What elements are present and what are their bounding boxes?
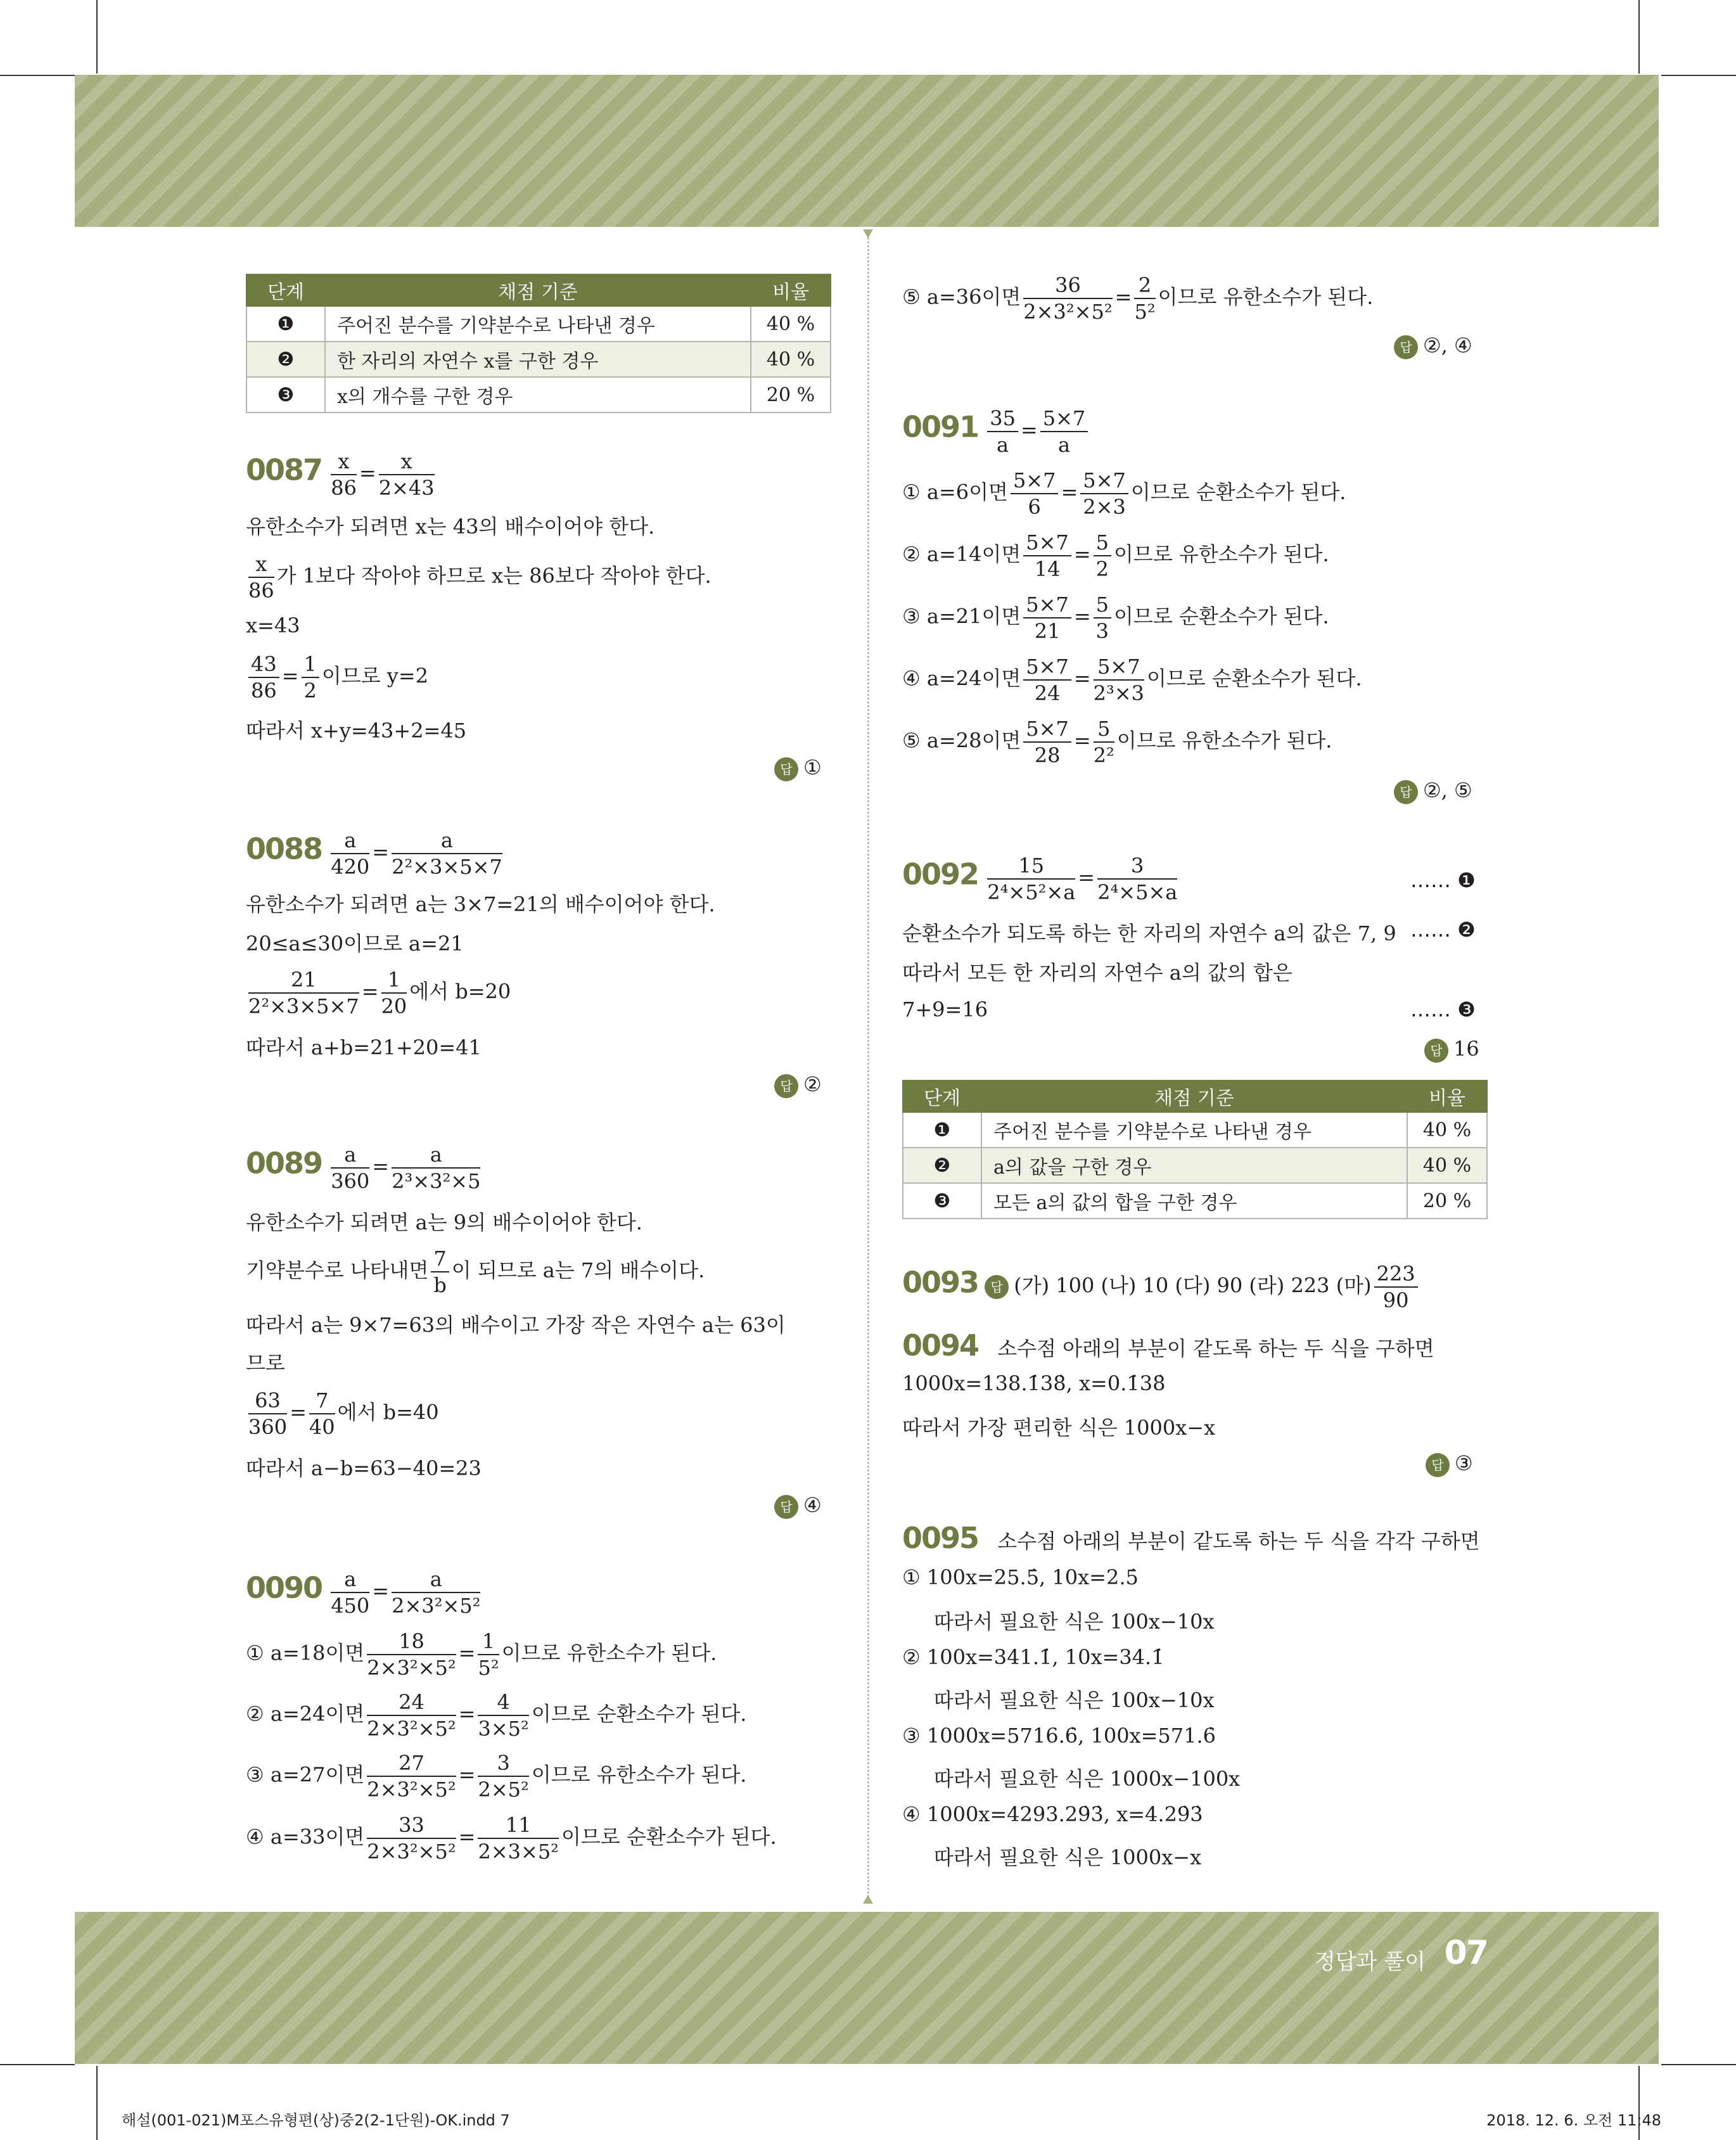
ratio-2: 40 % — [1407, 1148, 1487, 1183]
solution-line: 따라서 필요한 식은 100x−10x — [934, 1610, 1215, 1634]
solution-line: 따라서 필요한 식은 1000x−100x — [934, 1767, 1241, 1791]
solution-item: ① a=18이면 $\frac{18}{\text{2×3²×5²}}$ = $\frac{1}{\text{5²}}$ 이므로 유한소수가 된다. — [246, 1629, 717, 1680]
solution-line: ② 100x=341.1̇, 10x=34.1̇ — [902, 1645, 1165, 1669]
scoring-table-mid — [902, 1080, 1488, 1219]
solution-line: 므로 — [246, 1351, 285, 1375]
answer: 답 ②, ⑤ — [1394, 778, 1472, 804]
solution-item: ⑤ a=28이면 $\frac{5\times 7}{28}$ = $\frac{5}{\text{2²}}$ 이므로 유한소수가 된다. — [902, 717, 1332, 767]
solution-item: ② a=24이면 $\frac{24}{\text{2×3²×5²}}$ = $\frac{4}{\text{3×5²}}$ 이므로 순환소수가 된다. — [246, 1690, 747, 1741]
answer: 답 ② — [774, 1072, 822, 1098]
solution-line: $\frac{21}{\text{2²×3×5×7}}$ = $\frac{1}{20}$ 에서 b=20 — [248, 968, 511, 1018]
solution-line: 따라서 a는 9×7=63의 배수이고 가장 작은 자연수 a는 63이 — [246, 1313, 786, 1337]
col-step: 단계 — [246, 274, 325, 306]
solution-item: ③ a=21이면 $\frac{5\times 7}{21}$ = $\frac{5}{3}$ 이므로 순환소수가 된다. — [902, 593, 1329, 643]
solution-line: ① 100x=25.5̇, 10x=2.5̇ — [902, 1565, 1139, 1589]
solution-line: x=43 — [246, 613, 300, 638]
step-1: ❶ — [903, 1112, 981, 1148]
problem-0091-head: 0091 $\frac{35}{a}$ = $\frac{5\times 7}{a}$ — [902, 406, 1090, 458]
problem-0093: 0093 답 (가) 100 (나) 10 (다) 90 (라) 223 (마) $\frac{223}{90}$ — [902, 1261, 1420, 1313]
problem-number: 0087 — [246, 452, 322, 487]
criteria-2: 한 자리의 자연수 x를 구한 경우 — [325, 342, 751, 377]
solution-line: $\frac{43}{86}$ = $\frac{1}{2}$ 이므로 y=2 — [246, 651, 428, 703]
solution-line: ④ 1000x=4293.29̇3̇, x=4.29̇3̇ — [902, 1802, 1203, 1826]
col-step: 단계 — [903, 1080, 981, 1112]
problem-0090-head: 0090 $\frac{a}{450}$ = $\frac{a}{\text{2×3²×5²}}$ — [246, 1567, 481, 1618]
solution-line: 순환소수가 되도록 하는 한 자리의 자연수 a의 값은 7, 9 — [902, 921, 1396, 945]
scoring-table-top — [246, 274, 831, 413]
ratio-1: 40 % — [1407, 1112, 1487, 1148]
header-band — [75, 75, 1659, 227]
column-divider — [867, 233, 869, 1901]
problem-number: 0091 — [902, 409, 979, 444]
file-slug: 해설(001-021)M포스유형편(상)중2(2-1단원)-OK.indd 7 — [122, 2111, 510, 2129]
page-number: 07 — [1444, 1934, 1488, 1972]
solution-item: ④ a=33이면 $\frac{33}{\text{2×3²×5²}}$ = $\frac{11}{\text{2×3×5²}}$ 이므로 순환소수가 된다. — [246, 1813, 777, 1864]
crop-mark — [1661, 2064, 1736, 2065]
answer: 답 ②, ④ — [1394, 333, 1472, 359]
criteria-2: a의 값을 구한 경우 — [981, 1148, 1407, 1183]
ratio-3: 20 % — [1407, 1183, 1487, 1219]
ratio-3: 20 % — [751, 377, 831, 413]
answer: 답 ④ — [774, 1493, 822, 1519]
problem-number: 0094 — [902, 1328, 979, 1362]
solution-line: 따라서 모든 한 자리의 자연수 a의 값의 합은 — [902, 961, 1292, 985]
col-ratio: 비율 — [751, 274, 831, 306]
answer: 답 ③ — [1426, 1451, 1473, 1477]
solution-line: $\frac{x}{86}$ 가 1보다 작아야 하므로 x는 86보다 작아야 한다. — [248, 552, 712, 603]
divider-notch — [863, 229, 873, 238]
solution-line: $\frac{63}{360}$ = $\frac{7}{40}$ 에서 b=40 — [248, 1388, 439, 1439]
crop-mark — [0, 2064, 75, 2065]
problem-number: 0095 — [902, 1521, 979, 1555]
criteria-3: x의 개수를 구한 경우 — [325, 377, 751, 413]
step-marker: …… ❶ — [1410, 868, 1476, 892]
solution-line: 따라서 a−b=63−40=23 — [246, 1456, 482, 1480]
solution-line: 유한소수가 되려면 a는 9의 배수이어야 한다. — [246, 1210, 642, 1234]
step-3: ❸ — [903, 1183, 981, 1219]
col-criteria: 채점 기준 — [981, 1080, 1407, 1112]
problem-0092-head: 0092 $\frac{15}{\text{2⁴×5²×a}}$ = $\frac{3}{\text{2⁴×5×a}}$ — [902, 854, 1178, 904]
solution-line: 유한소수가 되려면 x는 43의 배수이어야 한다. — [246, 515, 655, 539]
solution-line: ③ 1000x=5716.6̇, 100x=571.6̇ — [902, 1724, 1216, 1748]
answer: 답 ① — [774, 755, 822, 781]
step-marker: …… ❷ — [1410, 918, 1476, 942]
divider-notch — [863, 1895, 873, 1904]
fraction: $\frac{x}{86}$ — [331, 449, 357, 500]
fraction: $\frac{x}{2\times 43}$ — [378, 449, 435, 500]
solution-item: ① a=6이면 $\frac{5\times 7}{6}$ = $\frac{5\times 7}{2\times 3}$ 이므로 순환소수가 된다. — [902, 468, 1346, 519]
problem-number: 0092 — [902, 857, 979, 892]
solution-line: 20≤a≤30이므로 a=21 — [246, 932, 464, 956]
criteria-1: 주어진 분수를 기약분수로 나타낸 경우 — [981, 1112, 1407, 1148]
crop-mark — [1638, 0, 1640, 74]
problem-number: 0093 — [902, 1265, 979, 1300]
step-marker: …… ❸ — [1410, 997, 1476, 1022]
solution-line: 7+9=16 — [902, 997, 988, 1022]
date-slug: 2018. 12. 6. 오전 11:48 — [1486, 2111, 1661, 2129]
answer: 답 16 — [1424, 1037, 1479, 1063]
solution-line: 따라서 x+y=43+2=45 — [246, 719, 467, 743]
solution-item: ④ a=24이면 $\frac{5\times 7}{24}$ = $\frac{5\times 7}{\text{2³×3}}$ 이므로 순환소수가 된다. — [902, 655, 1362, 705]
problem-0089-head: 0089 $\frac{a}{360}$ = $\frac{a}{\text{2³×3²×5}}$ — [246, 1143, 481, 1193]
footer-band — [75, 1912, 1659, 2064]
step-3: ❸ — [246, 377, 325, 413]
criteria-3: 모든 a의 값의 합을 구한 경우 — [981, 1183, 1407, 1219]
footer-title: 정답과 풀이 — [1314, 1949, 1426, 1975]
solution-line: 유한소수가 되려면 a는 3×7=21의 배수이어야 한다. — [246, 892, 715, 916]
step-2: ❷ — [903, 1148, 981, 1183]
solution-line: 1000x=138.1̇38̇, x=0.1̇38̇ — [902, 1371, 1166, 1395]
answer-badge: 답 — [774, 757, 798, 781]
solution-line: 따라서 a+b=21+20=41 — [246, 1035, 482, 1060]
solution-item: ③ a=27이면 $\frac{27}{\text{2×3²×5²}}$ = $\frac{3}{\text{2×5²}}$ 이므로 유한소수가 된다. — [246, 1751, 747, 1802]
crop-mark — [1661, 75, 1736, 76]
solution-line: 따라서 필요한 식은 1000x−x — [934, 1845, 1202, 1869]
solution-line: 기약분수로 나타내면 $\frac{7}{b}$ 이 되므로 a는 7의 배수이다. — [246, 1246, 705, 1297]
ratio-1: 40 % — [751, 306, 831, 342]
problem-0095-head: 0095 소수점 아래의 부분이 같도록 하는 두 식을 각각 구하면 — [902, 1521, 1480, 1555]
crop-mark — [96, 2066, 98, 2140]
problem-0088-head: 0088 $\frac{a}{420}$ = $\frac{a}{\text{2²×3×5×7}}$ — [246, 828, 502, 879]
criteria-1: 주어진 분수를 기약분수로 나타낸 경우 — [325, 306, 751, 342]
problem-0087-head: 0087 $\frac{x}{86}$ = $\frac{x}{2\times 43}$ — [246, 449, 435, 500]
solution-item: ② a=14이면 $\frac{5\times 7}{14}$ = $\frac{5}{2}$ 이므로 유한소수가 된다. — [902, 530, 1329, 581]
solution-item: ⑤ a=36이면 $\frac{36}{\text{2×3²×5²}}$ = $\frac{2}{\text{5²}}$ 이므로 유한소수가 된다. — [902, 273, 1374, 324]
step-1: ❶ — [246, 306, 325, 342]
crop-mark — [96, 0, 98, 74]
problem-number: 0090 — [246, 1570, 322, 1605]
problem-number: 0088 — [246, 831, 322, 866]
col-criteria: 채점 기준 — [325, 274, 751, 306]
crop-mark — [0, 75, 75, 76]
solution-line: 따라서 필요한 식은 100x−10x — [934, 1688, 1215, 1712]
problem-number: 0089 — [246, 1146, 322, 1181]
col-ratio: 비율 — [1407, 1080, 1487, 1112]
step-2: ❷ — [246, 342, 325, 377]
solution-line: 따라서 가장 편리한 식은 1000x−x — [902, 1416, 1216, 1440]
problem-0094-head: 0094 소수점 아래의 부분이 같도록 하는 두 식을 구하면 — [902, 1328, 1434, 1362]
ratio-2: 40 % — [751, 342, 831, 377]
